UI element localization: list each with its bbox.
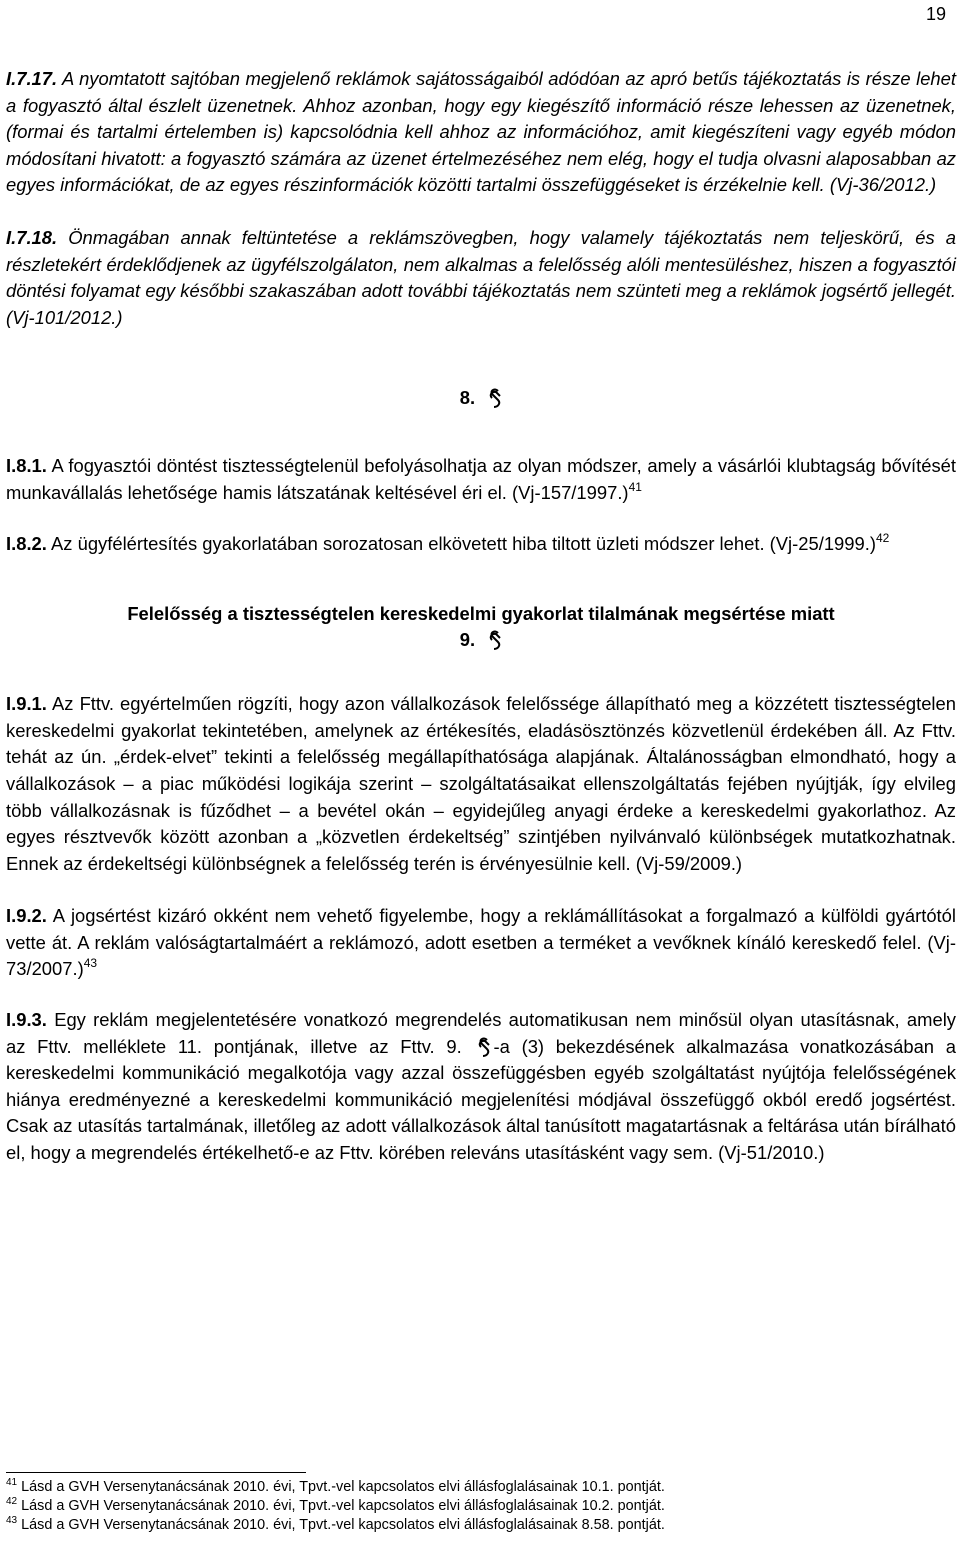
paragraph-text: Az Fttv. egyértelműen rögzíti, hogy azon vállalkozások felelőssége állapítható meg a közzétett tisztességtelen kereskedelmi gyakorlat tekintetében, amelynek az értékesítés, eladásösztönzés közvetlenül érdekében áll. Az Fttv. tehát az ún. „érdek-elvet” tekinti a felelősség megállapíthatósága alapjának. Általánosságban elmondható, hogy a vállalkozások – a piac működési logikája szerint – szolgáltatásaikat ellenszolgáltatás fejében nyújtják, így elvileg több vállalkozásnak is fűződhet – a bevétel okán – egyidejűleg anyagi érdeke a kereskedelmi gyakorlathoz. Az egyes résztvevők között azonban a „közvetlen érdekeltség” szintjében nyilvánvaló különbségek mutatkozhatnak. Ennek az érdekeltségi különbségnek a felelősség terén is érvényesülnie kell. (Vj-59/2009.) (6, 693, 956, 874)
paragraph-i-9-1 (6, 691, 956, 877)
footnote-number: 43 (6, 1515, 18, 1526)
paragraph-number: I.8.2. (6, 532, 47, 554)
paragraph-number: I.8.1. (6, 455, 47, 477)
footnote-ref: 41 (628, 479, 642, 494)
footnote (6, 1478, 956, 1497)
footnote-divider (6, 1472, 306, 1473)
paragraph-text: Önmagában annak feltüntetése a reklámszövegben, hogy valamely tájékoztatás nem teljeskörű, és a részletekért érdeklődjenek az ügyfélszolgálaton, nem alkalmas a felelősség alóli mentesüléshez, hiszen a fogyasztói döntési folyamat egy későbbi szakaszában adott további tájékoztatás nem szünteti meg a reklámok jogsértő jellegét. (Vj-101/2012.) (6, 226, 956, 328)
paragraph-text: -a (3) bekezdésének alkalmazása vonatkozásában a kereskedelmi kommunikáció megalkotója vagy azzal összefüggésben egyéb szolgáltatást nyújtója felelősségének hiánya eredményezné a kereskedelmi kommunikáció megjelenítési módjával összefüggő okból eredő jogsértést. Csak az utasítás tartalmának, illetőleg az adott vállalkozások által tanúsított magatartásnak a feltárása után bírálható el, hogy a megrendelés értékelhető-e az Fttv. körében releváns utasításként vagy sem. (Vj-51/2010.) (6, 1035, 956, 1164)
footnote-number: 41 (6, 1477, 18, 1488)
page-number: 19 (925, 4, 946, 24)
document-body (6, 66, 956, 1167)
footnote-ref: 42 (875, 530, 890, 545)
paragraph-number: I.9.1. (6, 693, 47, 715)
paragraph-text: A fogyasztói döntést tisztességtelenül befolyásolhatja az olyan módszer, amely a vásárlói klubtagság bővítését munkavállalás lehetősége hamis látszatának keltésével éri el. (Vj-157/1997.) (6, 455, 956, 503)
paragraph-i-8-2 (6, 531, 956, 558)
paragraph-text: A nyomtatott sajtóban megjelenő reklámok sajátosságaiból adódóan az apró betűs tájékoztatás is része lehet a fogyasztó által észlelt üzenetnek. Ahhoz azonban, hogy egy kiegészítő információ része lehessen az üzenetnek, (formai és tartalmi értelemben is) kapcsolódnia kell ahhoz az információhoz, amit kiegészíteni vagy egyéb módon módosítani hivatott: a fogyasztó számára az üzenet értelmezéséhez nem elég, hogy el tudja olvasni alaposabban az egyes információkat, de az egyes részinformációk közötti tartalmi összefüggéseket is érzékelnie kell. (Vj-36/2012.) (6, 68, 956, 196)
paragraph-text: Egy reklám megjelentetésére vonatkozó megrendelés automatikusan nem minősül olyan utasításnak, amely az Fttv. melléklete 11. pontjának, illetve az Fttv. 9. (6, 1009, 956, 1057)
paragraph-text: Az ügyfélértesítés gyakorlatában sorozatosan elkövetett hiba tiltott üzleti módszer lehet. (Vj-25/1999.) (51, 532, 876, 554)
section-9-heading (6, 627, 956, 653)
paragraph-i-8-1 (6, 453, 956, 506)
footnote-ref: 43 (83, 956, 98, 971)
paragraph-i-9-3 (6, 1007, 956, 1167)
footnote-number: 42 (6, 1496, 18, 1507)
paragraph-number: I.7.18. (6, 226, 58, 248)
paragraph-number: I.9.2. (6, 905, 47, 927)
section-9-title: Felelősség a tisztességtelen kereskedelmi gyakorlat tilalmának megsértése miatt (127, 603, 835, 625)
footnote-text: Lásd a GVH Versenytanácsának 2010. évi, Tpvt.-vel kapcsolatos elvi állásfoglalásainak 8.58. pontját. (21, 1517, 665, 1533)
section-8-heading (6, 385, 956, 411)
paragraph-i-9-2 (6, 903, 956, 983)
paragraph-i-7-17 (6, 66, 956, 199)
section-sign-icon (477, 1037, 491, 1059)
paragraph-number: I.7.17. (6, 68, 58, 89)
footnote (6, 1516, 956, 1535)
paragraph-text: A jogsértést kizáró okként nem vehető figyelembe, hogy a reklámállításokat a forgalmazó a külföldi gyártótól vette át. A reklám valóságtartalmáért a reklámozó, adott esetben a terméket a vevőknek kínáló kereskedő felel. (Vj-73/2007.) (6, 905, 956, 980)
section-number: 8. (459, 387, 476, 409)
section-number: 9. (459, 629, 476, 651)
footnote (6, 1497, 956, 1516)
footnote-text: Lásd a GVH Versenytanácsának 2010. évi, Tpvt.-vel kapcsolatos elvi állásfoglalásainak 10.1. pontját. (21, 1479, 665, 1495)
footnotes (6, 1478, 956, 1535)
footnote-text: Lásd a GVH Versenytanácsának 2010. évi, Tpvt.-vel kapcsolatos elvi állásfoglalásainak 10.2. pontját. (21, 1498, 665, 1514)
section-sign-icon (488, 388, 502, 410)
paragraph-i-7-18 (6, 225, 956, 331)
paragraph-number: I.9.3. (6, 1009, 47, 1031)
section-sign-icon (488, 630, 502, 652)
